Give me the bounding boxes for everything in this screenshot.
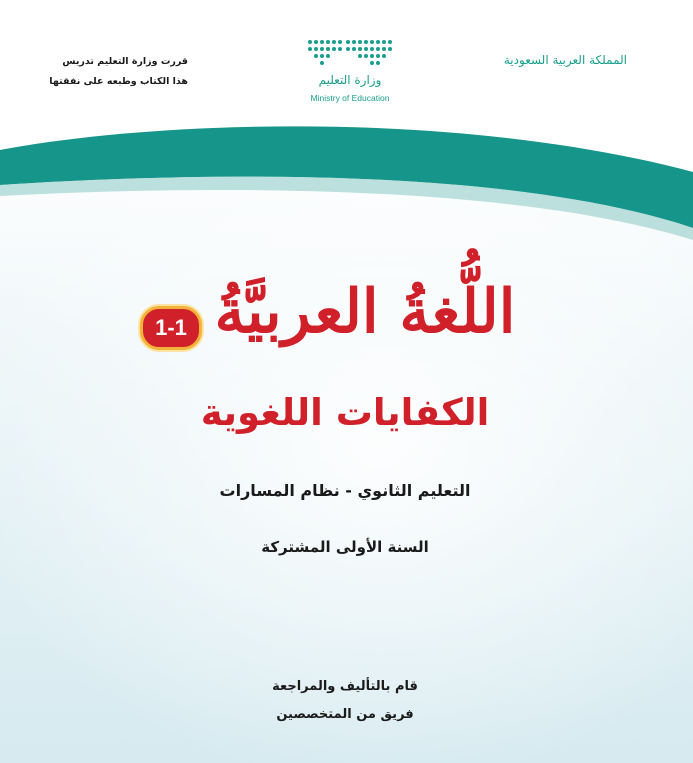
book-title: الكفايات اللغوية (200, 391, 490, 434)
kingdom-name: المملكة العربية السعودية (503, 53, 627, 67)
school-year: السنة الأولى المشتركة (261, 538, 429, 556)
subject-title: اللُّغةُ العربيَّةُ (214, 277, 516, 347)
ministry-name-english: Ministry of Education (310, 93, 390, 103)
decree-line-1: قررت وزارة التعليم تدريس (62, 56, 188, 67)
decree-line-2: هذا الكتاب وطبعه على نفقتها (49, 76, 188, 87)
authorship-credit-line-2: فريق من المتخصصين (276, 707, 414, 722)
authorship-credit-line-1: قام بالتأليف والمراجعة (272, 679, 418, 694)
education-track: التعليم الثانوي - نظام المسارات (219, 481, 471, 500)
part-badge: 1-1 (140, 306, 202, 350)
ministry-decree-note (28, 52, 188, 92)
ministry-name-arabic: وزارة التعليم (318, 73, 382, 87)
